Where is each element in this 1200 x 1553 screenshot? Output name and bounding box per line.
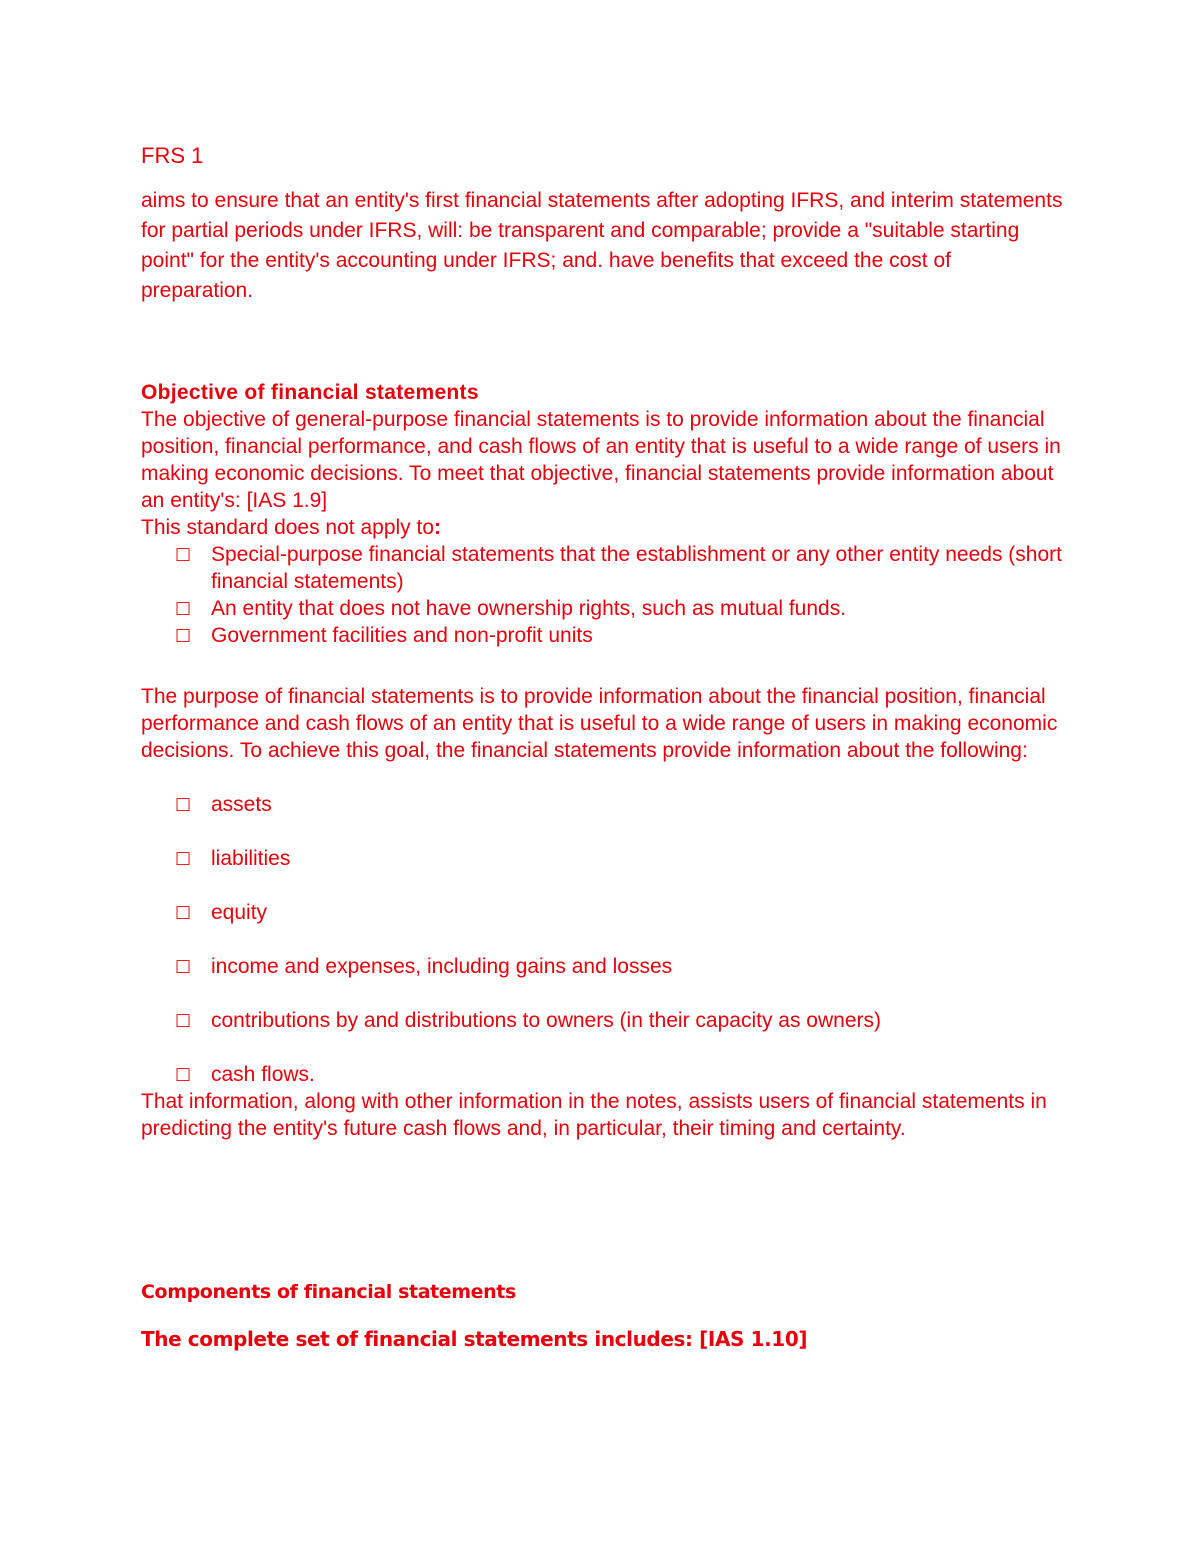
intro-paragraph: aims to ensure that an entity's first financial statements after adopting IFRS, and interim statements for partial periods under IFRS, will: be transparent and comparable; provide a "suitable starting point" for the entity's accounting under IFRS; and. have benefits that exceed the cost of preparation. bbox=[141, 189, 1063, 302]
objective-paragraph: The objective of general-purpose financial statements is to provide information about the financial position, financial performance, and cash flows of an entity that is useful to a wide range of users in making economic decisions. To meet that objective, financial statements provide information about an entity's: [IAS 1.9] bbox=[141, 408, 1061, 512]
list-item-text: Special-purpose financial statements that the establishment or any other entity needs (short financial statements) bbox=[211, 543, 1062, 593]
list-item bbox=[141, 953, 1066, 980]
objective-heading: Objective of financial statements bbox=[141, 381, 479, 404]
list-item bbox=[141, 899, 1066, 926]
bullet-box-icon: □ bbox=[175, 794, 192, 814]
list-item bbox=[141, 791, 1066, 818]
bullet-box-icon: □ bbox=[175, 902, 192, 922]
bullet-box-icon: □ bbox=[175, 956, 192, 976]
list-item bbox=[141, 1007, 1066, 1034]
list-item-text: income and expenses, including gains and losses bbox=[211, 955, 673, 978]
list-item bbox=[141, 595, 1066, 622]
not-apply-text: This standard does not apply to bbox=[141, 516, 435, 539]
purpose-paragraph: The purpose of financial statements is to provide information about the financial position, financial performance and cash flows of an entity that is useful to a wide range of users in making economic decisions. To achieve this goal, the financial statements provide information about the following: bbox=[141, 685, 1058, 762]
not-apply-list bbox=[141, 541, 1066, 649]
list-item bbox=[141, 845, 1066, 872]
components-heading: Components of financial statements bbox=[141, 1281, 516, 1303]
list-item bbox=[141, 541, 1066, 595]
bullet-box-icon: □ bbox=[175, 544, 192, 564]
list-item-text: liabilities bbox=[211, 847, 291, 870]
list-item-text: Government facilities and non-profit units bbox=[211, 624, 593, 647]
not-apply-line bbox=[141, 514, 1066, 541]
not-apply-colon: : bbox=[434, 516, 442, 539]
bullet-box-icon: □ bbox=[175, 598, 192, 618]
list-item-text: cash flows. bbox=[211, 1063, 315, 1086]
list-item-text: equity bbox=[211, 901, 268, 924]
bullet-box-icon: □ bbox=[175, 625, 192, 645]
list-item-text: An entity that does not have ownership rights, such as mutual funds. bbox=[211, 597, 847, 620]
bullet-box-icon: □ bbox=[175, 848, 192, 868]
list-item-text: contributions by and distributions to owners (in their capacity as owners) bbox=[211, 1009, 881, 1032]
complete-set-line: The complete set of financial statements includes: [IAS 1.10] bbox=[141, 1327, 808, 1351]
bullet-box-icon: □ bbox=[175, 1010, 192, 1030]
list-item-text: assets bbox=[211, 793, 272, 816]
list-item bbox=[141, 622, 1066, 649]
list-item bbox=[141, 1061, 1066, 1088]
purpose-section bbox=[141, 683, 1066, 1142]
info-list bbox=[141, 791, 1066, 1088]
bullet-box-icon: □ bbox=[175, 1064, 192, 1084]
closing-paragraph: That information, along with other information in the notes, assists users of financial statements in predicting the entity's future cash flows and, in particular, their timing and certainty. bbox=[141, 1090, 1047, 1140]
document-title: FRS 1 bbox=[141, 143, 204, 168]
objective-section bbox=[141, 379, 1066, 649]
